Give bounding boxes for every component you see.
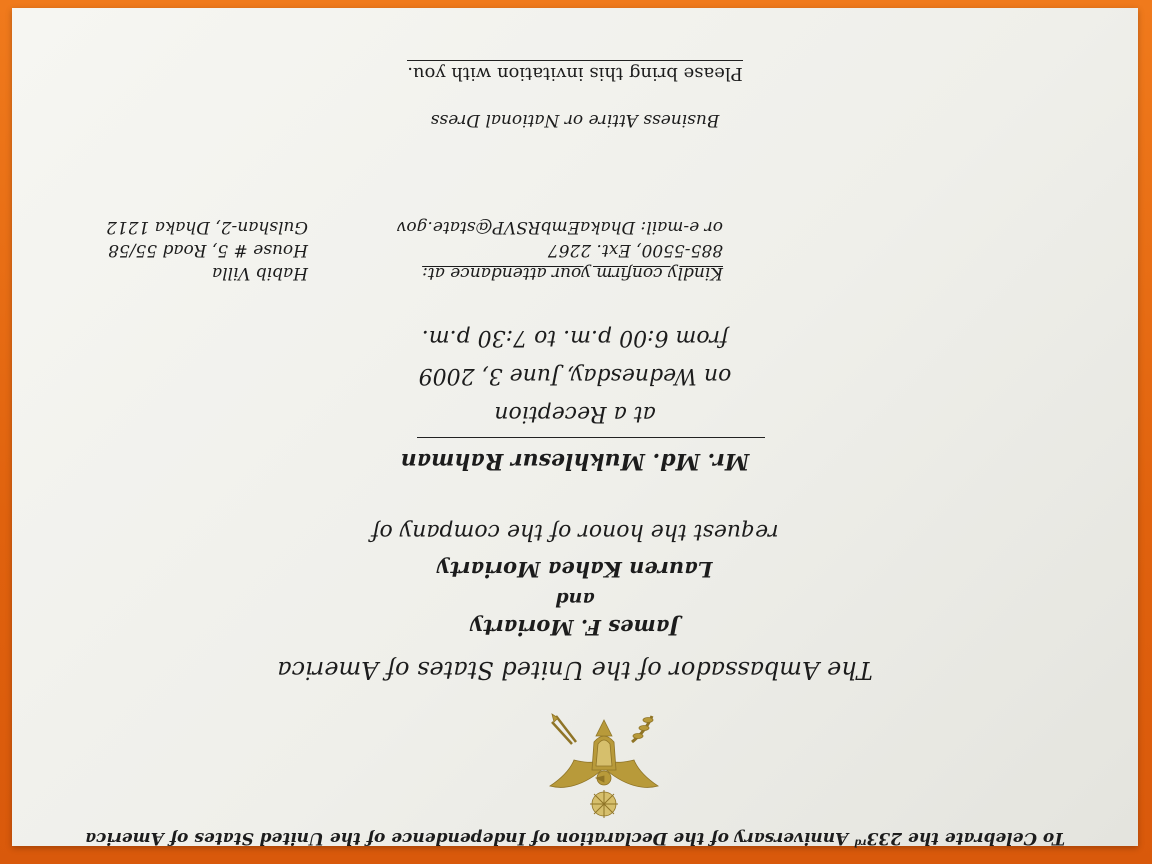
eagle-seal-icon xyxy=(544,706,664,826)
header-suffix: Anniversary of the Declaration of Independence of the United States of America xyxy=(85,828,855,848)
invitation-content xyxy=(12,8,1138,846)
bring-invitation-note xyxy=(12,63,1138,84)
invitation-card xyxy=(12,8,1138,846)
guest-name: Mr. Md. Mukhlesur Rahman xyxy=(400,448,750,474)
host-title: The Ambassador of the United States of America xyxy=(277,656,873,684)
address-block xyxy=(106,215,308,284)
date-line: on Wednesday, June 3, 2009 xyxy=(418,363,732,388)
time-line: from 6:00 p.m. to 7:30 p.m. xyxy=(421,325,729,350)
dress-code: Business Attire or National Dress xyxy=(430,110,720,130)
host-name-2: Lauren Kahea Moriarty xyxy=(437,557,713,582)
rsvp-block xyxy=(397,215,723,284)
header-prefix: To Celebrate the 233 xyxy=(866,828,1065,848)
guest-underline xyxy=(417,437,765,438)
header-superscript: rd xyxy=(854,836,867,848)
celebration-header xyxy=(12,828,1138,848)
event-line: at a Reception xyxy=(494,401,656,426)
address-line-3: Gulshan-2, Dhaka 1212 xyxy=(106,217,308,237)
rsvp-phone: 885-5500, Ext. 2267 xyxy=(547,240,723,260)
rsvp-title: Kindly confirm your attendance at: xyxy=(422,263,723,283)
rsvp-email: or e-mail: DhakaEmbRSVP@state.gov xyxy=(396,217,723,237)
address-line-2: House # 5, Road 55/58 xyxy=(108,240,308,260)
request-line: request the honor of the company of xyxy=(371,519,779,544)
conjunction: and xyxy=(555,588,595,610)
address-line-1: Habib Villa xyxy=(212,263,308,283)
bring-note-text: Please bring this invitation with you. xyxy=(407,60,743,84)
host-name-1: James F. Moriarty xyxy=(470,615,680,640)
